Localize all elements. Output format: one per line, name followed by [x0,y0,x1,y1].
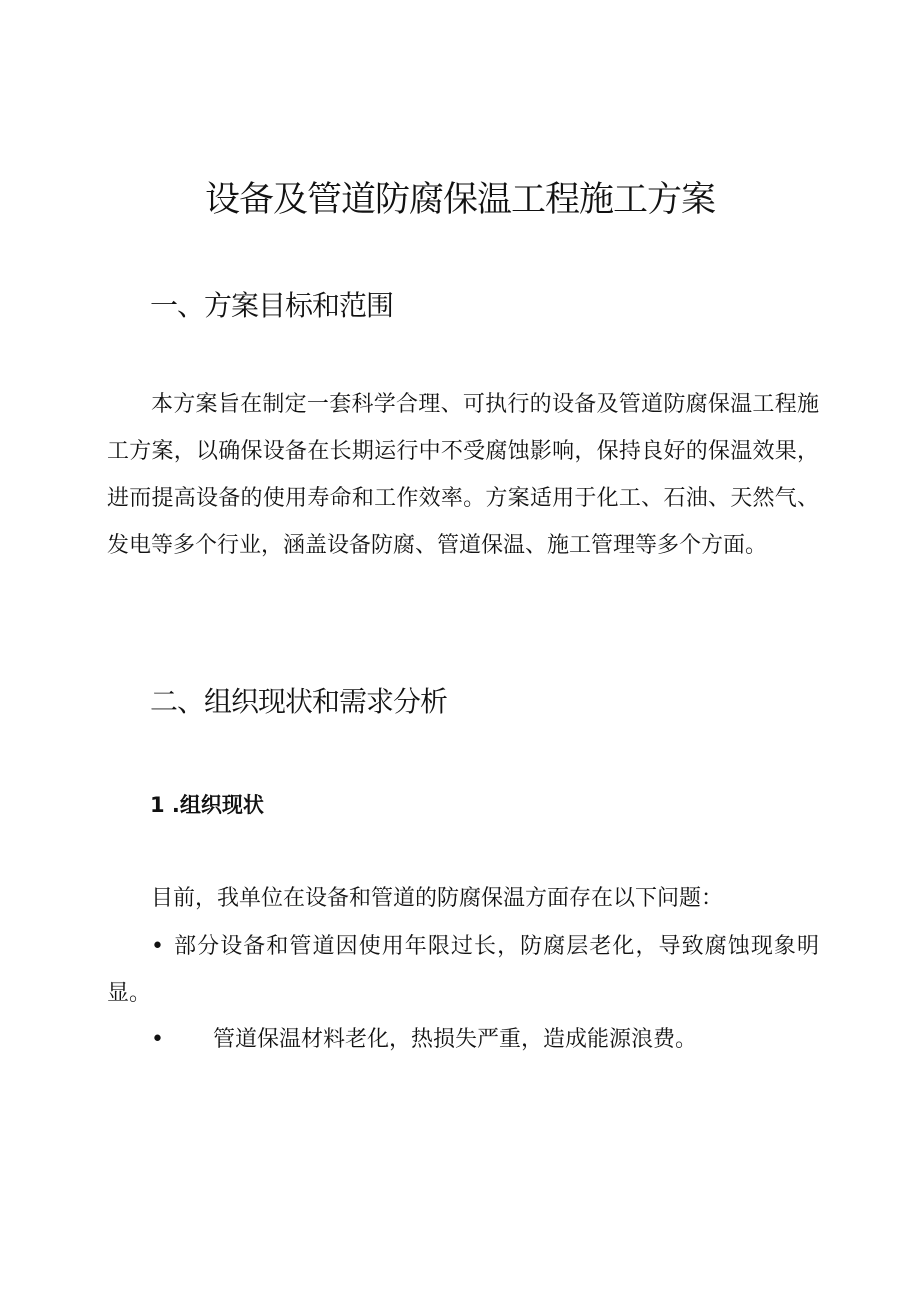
list-item-text: 管道保温材料老化，热损失严重，造成能源浪费。 [213,1027,698,1052]
bullet-icon: • [151,1027,164,1052]
section1-paragraph: 本方案旨在制定一套科学合理、可执行的设备及管道防腐保温工程施工方案，以确保设备在长期运行中不受腐蚀影响，保持良好的保温效果，进而提高设备的使用寿命和工作效率。方案适用于化工、石油、天然气、发电等多个行业，涵盖设备防腐、管道保温、施工管理等多个方面。 [107,392,819,558]
section-heading-goals-scope: 一、方案目标和范围 [150,289,394,322]
list-item [107,923,819,1017]
status-intro-text: 目前，我单位在设备和管道的防腐保温方面存在以下问题： [151,886,724,911]
subheading-organization-status: 1 .组织现状 [150,793,264,817]
document-title: 设备及管道防腐保温工程施工方案 [204,180,715,220]
section-heading-status-analysis: 二、组织现状和需求分析 [150,685,448,718]
bullet-icon: • [151,934,164,959]
list-item [151,1016,811,1063]
list-item-text: 部分设备和管道因使用年限过长，防腐层老化，导致腐蚀现象明显。 [107,934,819,1006]
